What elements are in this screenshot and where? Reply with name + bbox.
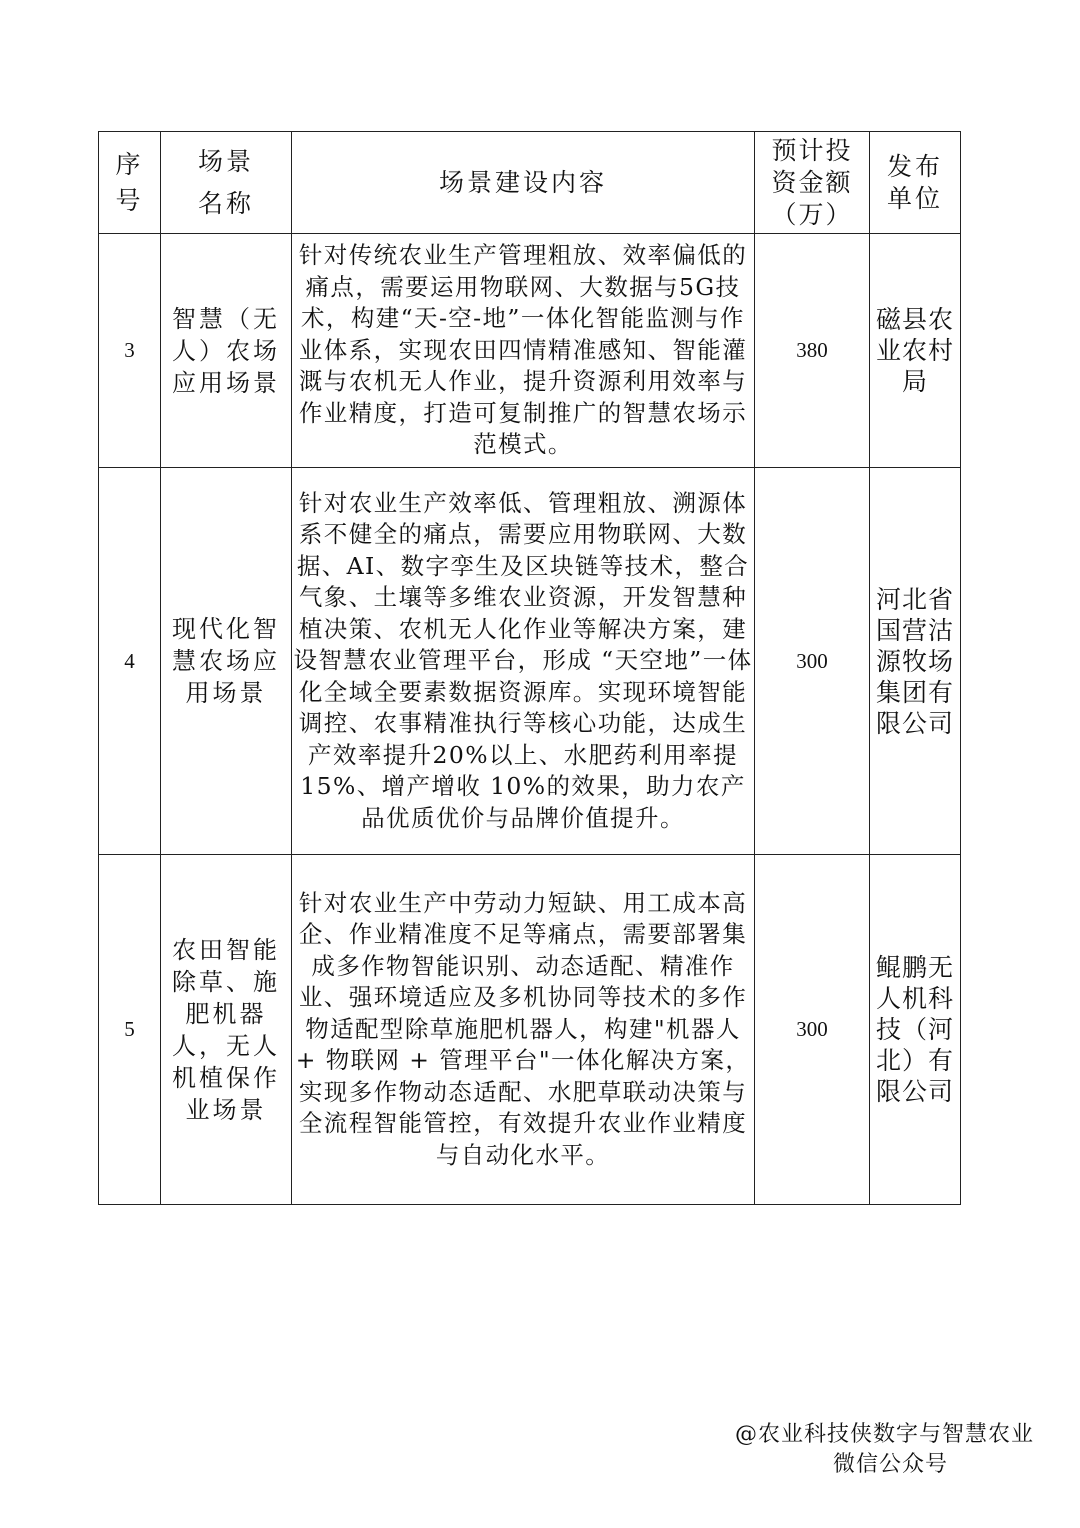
header-name: 场景 名称 [161, 132, 292, 234]
scenario-name: 现代化智慧农场应用场景 [161, 468, 292, 855]
publishing-unit: 鲲鹏无人机科技（河北）有限公司 [870, 855, 961, 1205]
publishing-unit: 河北省国营沽源牧场集团有限公司 [870, 468, 961, 855]
header-no: 序 号 [99, 132, 161, 234]
header-amount: 预计投 资金额 （万） [755, 132, 870, 234]
investment-amount: 380 [755, 234, 870, 468]
scenario-name: 智慧（无人）农场应用场景 [161, 234, 292, 468]
scenario-content: 针对农业生产效率低、管理粗放、溯源体系不健全的痛点，需要应用物联网、大数据、AI、数字孪生及区块链等技术，整合气象、土壤等多维农业资源，开发智慧种植决策、农机无人化作业等解决方案，建设智慧农业管理平台，形成 “天空地”一体化全域全要素数据资源库。实现环境智能调控、农事精准执行等核心功能，达成生产效率提升20%以上、水肥药利用率提 15%、增产增收 10%的效果，助力农产品优质优价与品牌价值提升。 [292, 468, 755, 855]
header-unit: 发布 单位 [870, 132, 961, 234]
source-footer [735, 1420, 1034, 1480]
row-number: 3 [99, 234, 161, 468]
publishing-unit: 磁县农业农村局 [870, 234, 961, 468]
scenario-table [98, 131, 961, 1205]
footer-platform: 微信公众号 [832, 1452, 948, 1477]
scenario-name: 农田智能除草、施肥机器人，无人机植保作业场景 [161, 855, 292, 1205]
table-row [99, 855, 961, 1205]
footer-account: @农业科技侠数字与智慧农业 [734, 1422, 1034, 1447]
table-row [99, 468, 961, 855]
investment-amount: 300 [755, 855, 870, 1205]
scenario-content: 针对农业生产中劳动力短缺、用工成本高企、作业精准度不足等痛点，需要部署集成多作物智能识别、动态适配、精准作业、强环境适应及多机协同等技术的多作物适配型除草施肥机器人，构建"机器人 + 物联网 + 管理平台"一体化解决方案，实现多作物动态适配、水肥草联动决策与全流程智能管控，有效提升农业作业精度与自动化水平。 [292, 855, 755, 1205]
investment-amount: 300 [755, 468, 870, 855]
row-number: 5 [99, 855, 161, 1205]
scenario-content: 针对传统农业生产管理粗放、效率偏低的痛点，需要运用物联网、大数据与5G技术，构建“天-空-地”一体化智能监测与作业体系，实现农田四情精准感知、智能灌溉与农机无人作业，提升资源利用效率与作业精度，打造可复制推广的智慧农场示范模式。 [292, 234, 755, 468]
row-number: 4 [99, 468, 161, 855]
table-row [99, 234, 961, 468]
header-row [99, 132, 961, 234]
header-content: 场景建设内容 [292, 132, 755, 234]
